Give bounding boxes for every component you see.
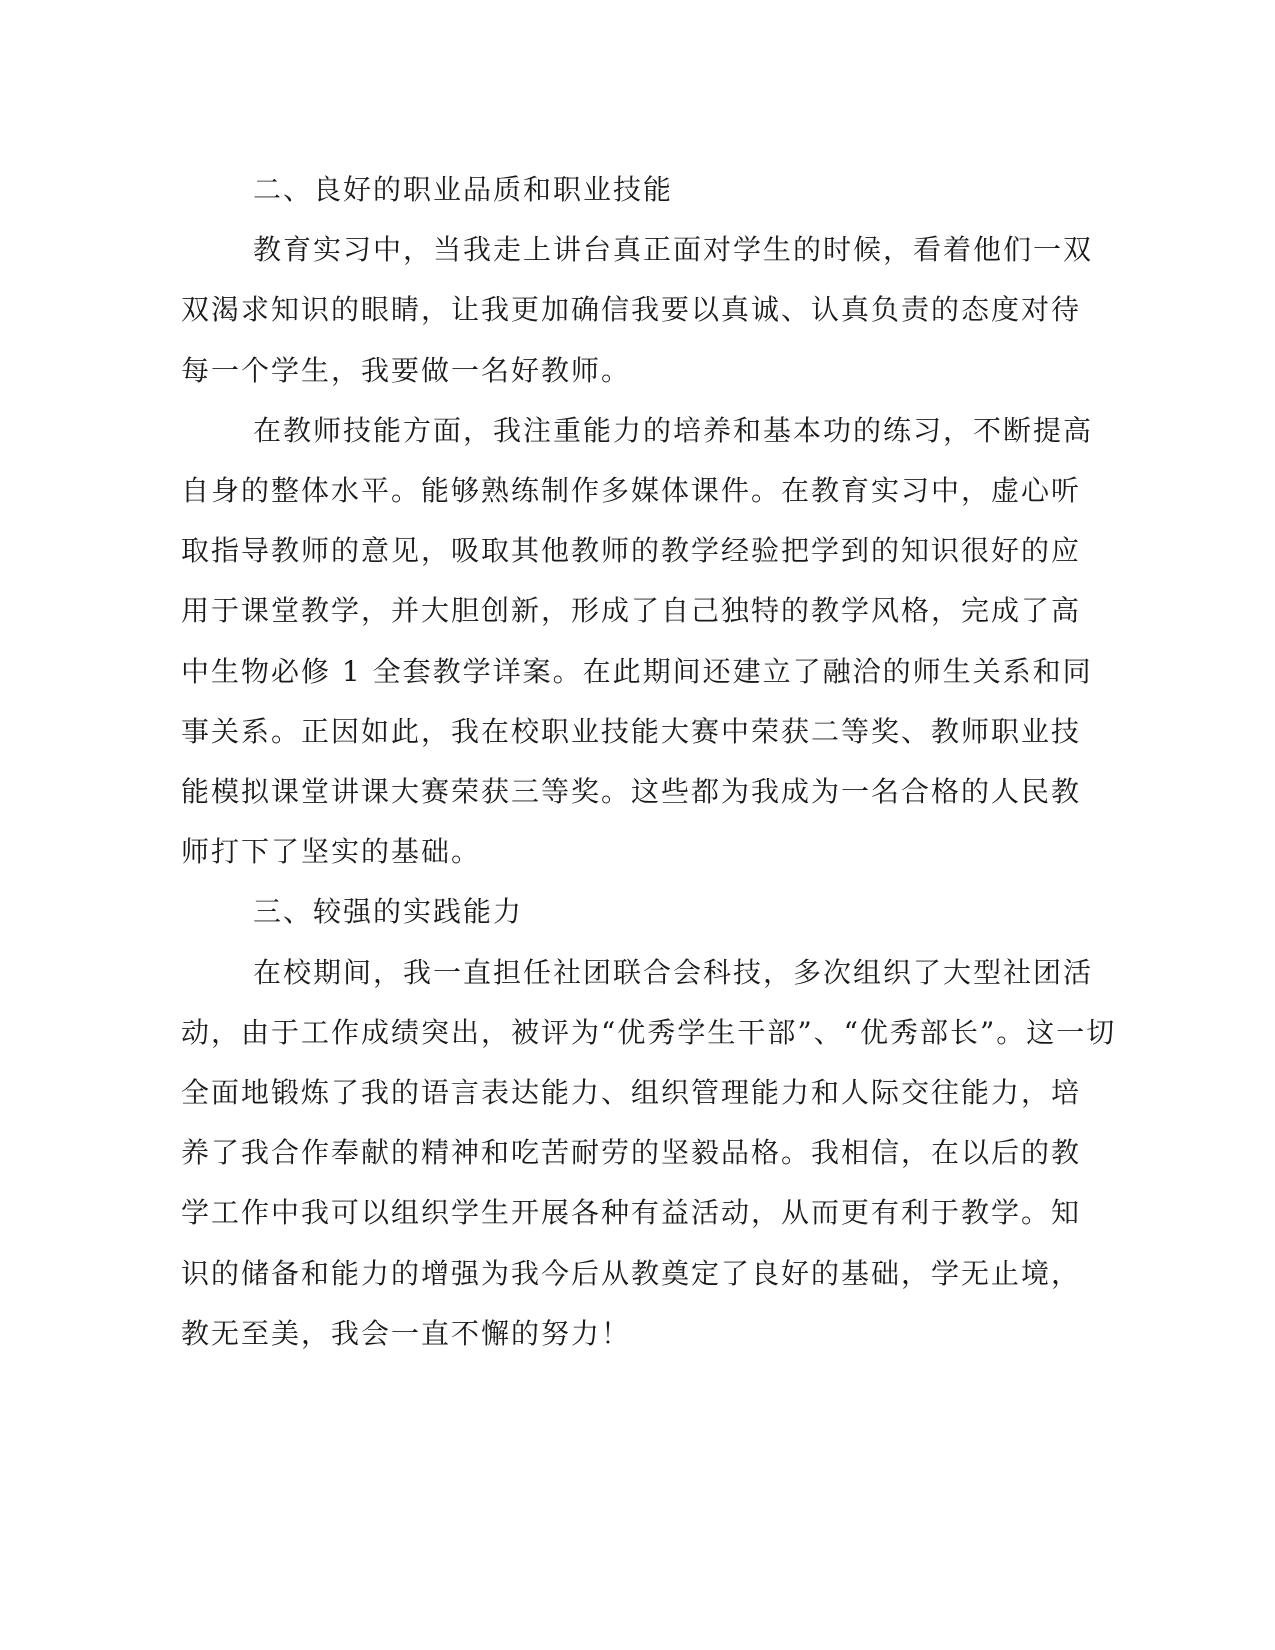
paragraph-line: 取指导教师的意见，吸取其他教师的教学经验把学到的知识很好的应 xyxy=(181,534,1082,568)
paragraph-line: 中生物必修 1 全套教学详案。在此期间还建立了融洽的师生关系和同 xyxy=(181,654,1093,688)
heading-text: 三、较强的实践能力 xyxy=(253,895,524,929)
paragraph-line: 能模拟课堂讲课大赛荣获三等奖。这些都为我成为一名合格的人民教 xyxy=(181,775,1082,809)
paragraph-line: 师打下了坚实的基础。 xyxy=(181,835,482,869)
heading-text: 二、良好的职业品质和职业技能 xyxy=(253,173,674,206)
paragraph-line: 识的储备和能力的增强为我今后从教奠定了良好的基础，学无止境， xyxy=(181,1256,1082,1290)
paragraph-teacher-skills xyxy=(181,401,1094,883)
paragraph-line: 动，由于工作成绩突出，被评为“优秀学生干部”、“优秀部长”。这一切 xyxy=(181,1015,1117,1049)
paragraph-line: 自身的整体水平。能够熟练制作多媒体课件。在教育实习中，虚心听 xyxy=(181,474,1082,508)
paragraph-line: 用于课堂教学，并大胆创新，形成了自己独特的教学风格，完成了高 xyxy=(181,594,1082,628)
document-body xyxy=(181,160,1117,1364)
paragraph-practical-ability xyxy=(181,943,1117,1364)
paragraph-line: 养了我合作奉献的精神和吃苦耐劳的坚毅品格。我相信，在以后的教 xyxy=(181,1136,1082,1170)
paragraph-line: 在教师技能方面，我注重能力的培养和基本功的练习，不断提高 xyxy=(253,413,1094,447)
paragraph-teaching-practice xyxy=(181,220,1094,401)
paragraph-line: 教无至美，我会一直不懈的努力！ xyxy=(181,1316,632,1350)
paragraph-line: 学工作中我可以组织学生开展各种有益活动，从而更有利于教学。知 xyxy=(181,1196,1082,1230)
paragraph-line: 教育实习中，当我走上讲台真正面对学生的时候，看着他们一双 xyxy=(253,233,1094,267)
section-heading-2 xyxy=(181,160,1041,220)
paragraph-line: 事关系。正因如此，我在校职业技能大赛中荣获二等奖、教师职业技 xyxy=(181,714,1082,748)
paragraph-line: 在校期间，我一直担任社团联合会科技，多次组织了大型社团活 xyxy=(253,955,1094,989)
paragraph-line: 双渴求知识的眼睛，让我更加确信我要以真诚、认真负责的态度对待 xyxy=(181,293,1082,327)
paragraph-line: 全面地锻炼了我的语言表达能力、组织管理能力和人际交往能力，培 xyxy=(181,1076,1082,1110)
paragraph-line: 每一个学生，我要做一名好教师。 xyxy=(181,353,632,387)
section-heading-3 xyxy=(181,882,1041,942)
